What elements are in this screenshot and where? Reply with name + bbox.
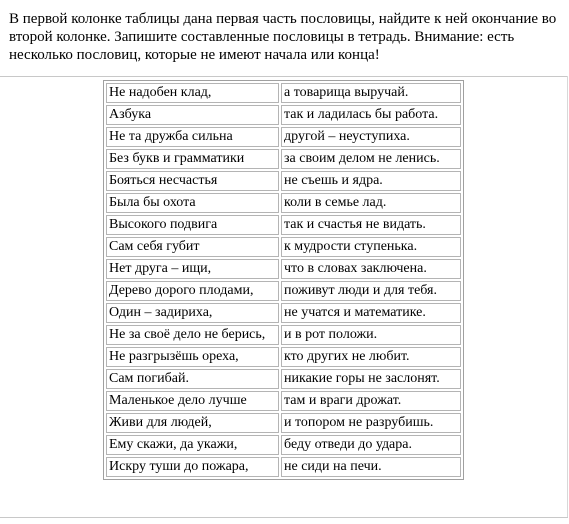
proverb-beginning-cell: Сам себя губит xyxy=(106,237,279,257)
proverb-beginning-cell: Была бы охота xyxy=(106,193,279,213)
table-row xyxy=(106,259,461,279)
right-divider xyxy=(567,76,568,517)
proverb-ending-cell: не сиди на печи. xyxy=(281,457,461,477)
proverbs-table xyxy=(103,80,464,480)
proverb-ending-cell: там и враги дрожат. xyxy=(281,391,461,411)
proverb-ending-cell: никакие горы не заслонят. xyxy=(281,369,461,389)
proverb-beginning-cell: Не та дружба сильна xyxy=(106,127,279,147)
table-row xyxy=(106,281,461,301)
proverb-ending-cell: и топором не разрубишь. xyxy=(281,413,461,433)
proverb-ending-cell: не учатся и математике. xyxy=(281,303,461,323)
proverb-beginning-cell: Маленькое дело лучше xyxy=(106,391,279,411)
table-row xyxy=(106,83,461,103)
table-row xyxy=(106,171,461,191)
instructions-text: В первой колонке таблицы дана первая часть пословицы, найдите к ней окончание во второй колонке. Запишите составленные пословицы в тетрадь. Внимание: есть несколько пословиц, которые не имеют начала или конца! xyxy=(9,11,557,63)
proverb-ending-cell: за своим делом не ленись. xyxy=(281,149,461,169)
proverb-beginning-cell: Дерево дорого плодами, xyxy=(106,281,279,301)
proverb-ending-cell: что в словах заключена. xyxy=(281,259,461,279)
proverb-beginning-cell: Высокого подвига xyxy=(106,215,279,235)
table-row xyxy=(106,105,461,125)
table-row xyxy=(106,457,461,477)
proverb-beginning-cell: Не надобен клад, xyxy=(106,83,279,103)
table-row xyxy=(106,193,461,213)
top-divider xyxy=(0,76,568,77)
table-row xyxy=(106,391,461,411)
proverb-ending-cell: кто других не любит. xyxy=(281,347,461,367)
proverb-ending-cell: а товарища выручай. xyxy=(281,83,461,103)
table-row xyxy=(106,435,461,455)
proverb-beginning-cell: Один – задириха, xyxy=(106,303,279,323)
proverb-beginning-cell: Без букв и грамматики xyxy=(106,149,279,169)
table-row xyxy=(106,413,461,433)
proverb-beginning-cell: Азбука xyxy=(106,105,279,125)
proverb-ending-cell: другой – неуступиха. xyxy=(281,127,461,147)
table-row xyxy=(106,347,461,367)
table-row xyxy=(106,237,461,257)
proverb-ending-cell: к мудрости ступенька. xyxy=(281,237,461,257)
proverb-ending-cell: поживут люди и для тебя. xyxy=(281,281,461,301)
proverb-beginning-cell: Бояться несчастья xyxy=(106,171,279,191)
proverb-ending-cell: не съешь и ядра. xyxy=(281,171,461,191)
proverb-ending-cell: беду отведи до удара. xyxy=(281,435,461,455)
bottom-divider xyxy=(0,517,568,518)
table-row xyxy=(106,325,461,345)
proverb-ending-cell: так и ладилась бы работа. xyxy=(281,105,461,125)
proverb-beginning-cell: Не за своё дело не берись, xyxy=(106,325,279,345)
proverb-beginning-cell: Живи для людей, xyxy=(106,413,279,433)
table-row xyxy=(106,303,461,323)
proverb-beginning-cell: Ему скажи, да укажи, xyxy=(106,435,279,455)
proverb-beginning-cell: Не разгрызёшь ореха, xyxy=(106,347,279,367)
table-row xyxy=(106,149,461,169)
table-row xyxy=(106,369,461,389)
proverb-ending-cell: и в рот положи. xyxy=(281,325,461,345)
proverb-beginning-cell: Искру туши до пожара, xyxy=(106,457,279,477)
proverb-beginning-cell: Нет друга – ищи, xyxy=(106,259,279,279)
proverb-ending-cell: так и счастья не видать. xyxy=(281,215,461,235)
table-row xyxy=(106,127,461,147)
proverb-beginning-cell: Сам погибай. xyxy=(106,369,279,389)
table-row xyxy=(106,215,461,235)
proverb-ending-cell: коли в семье лад. xyxy=(281,193,461,213)
